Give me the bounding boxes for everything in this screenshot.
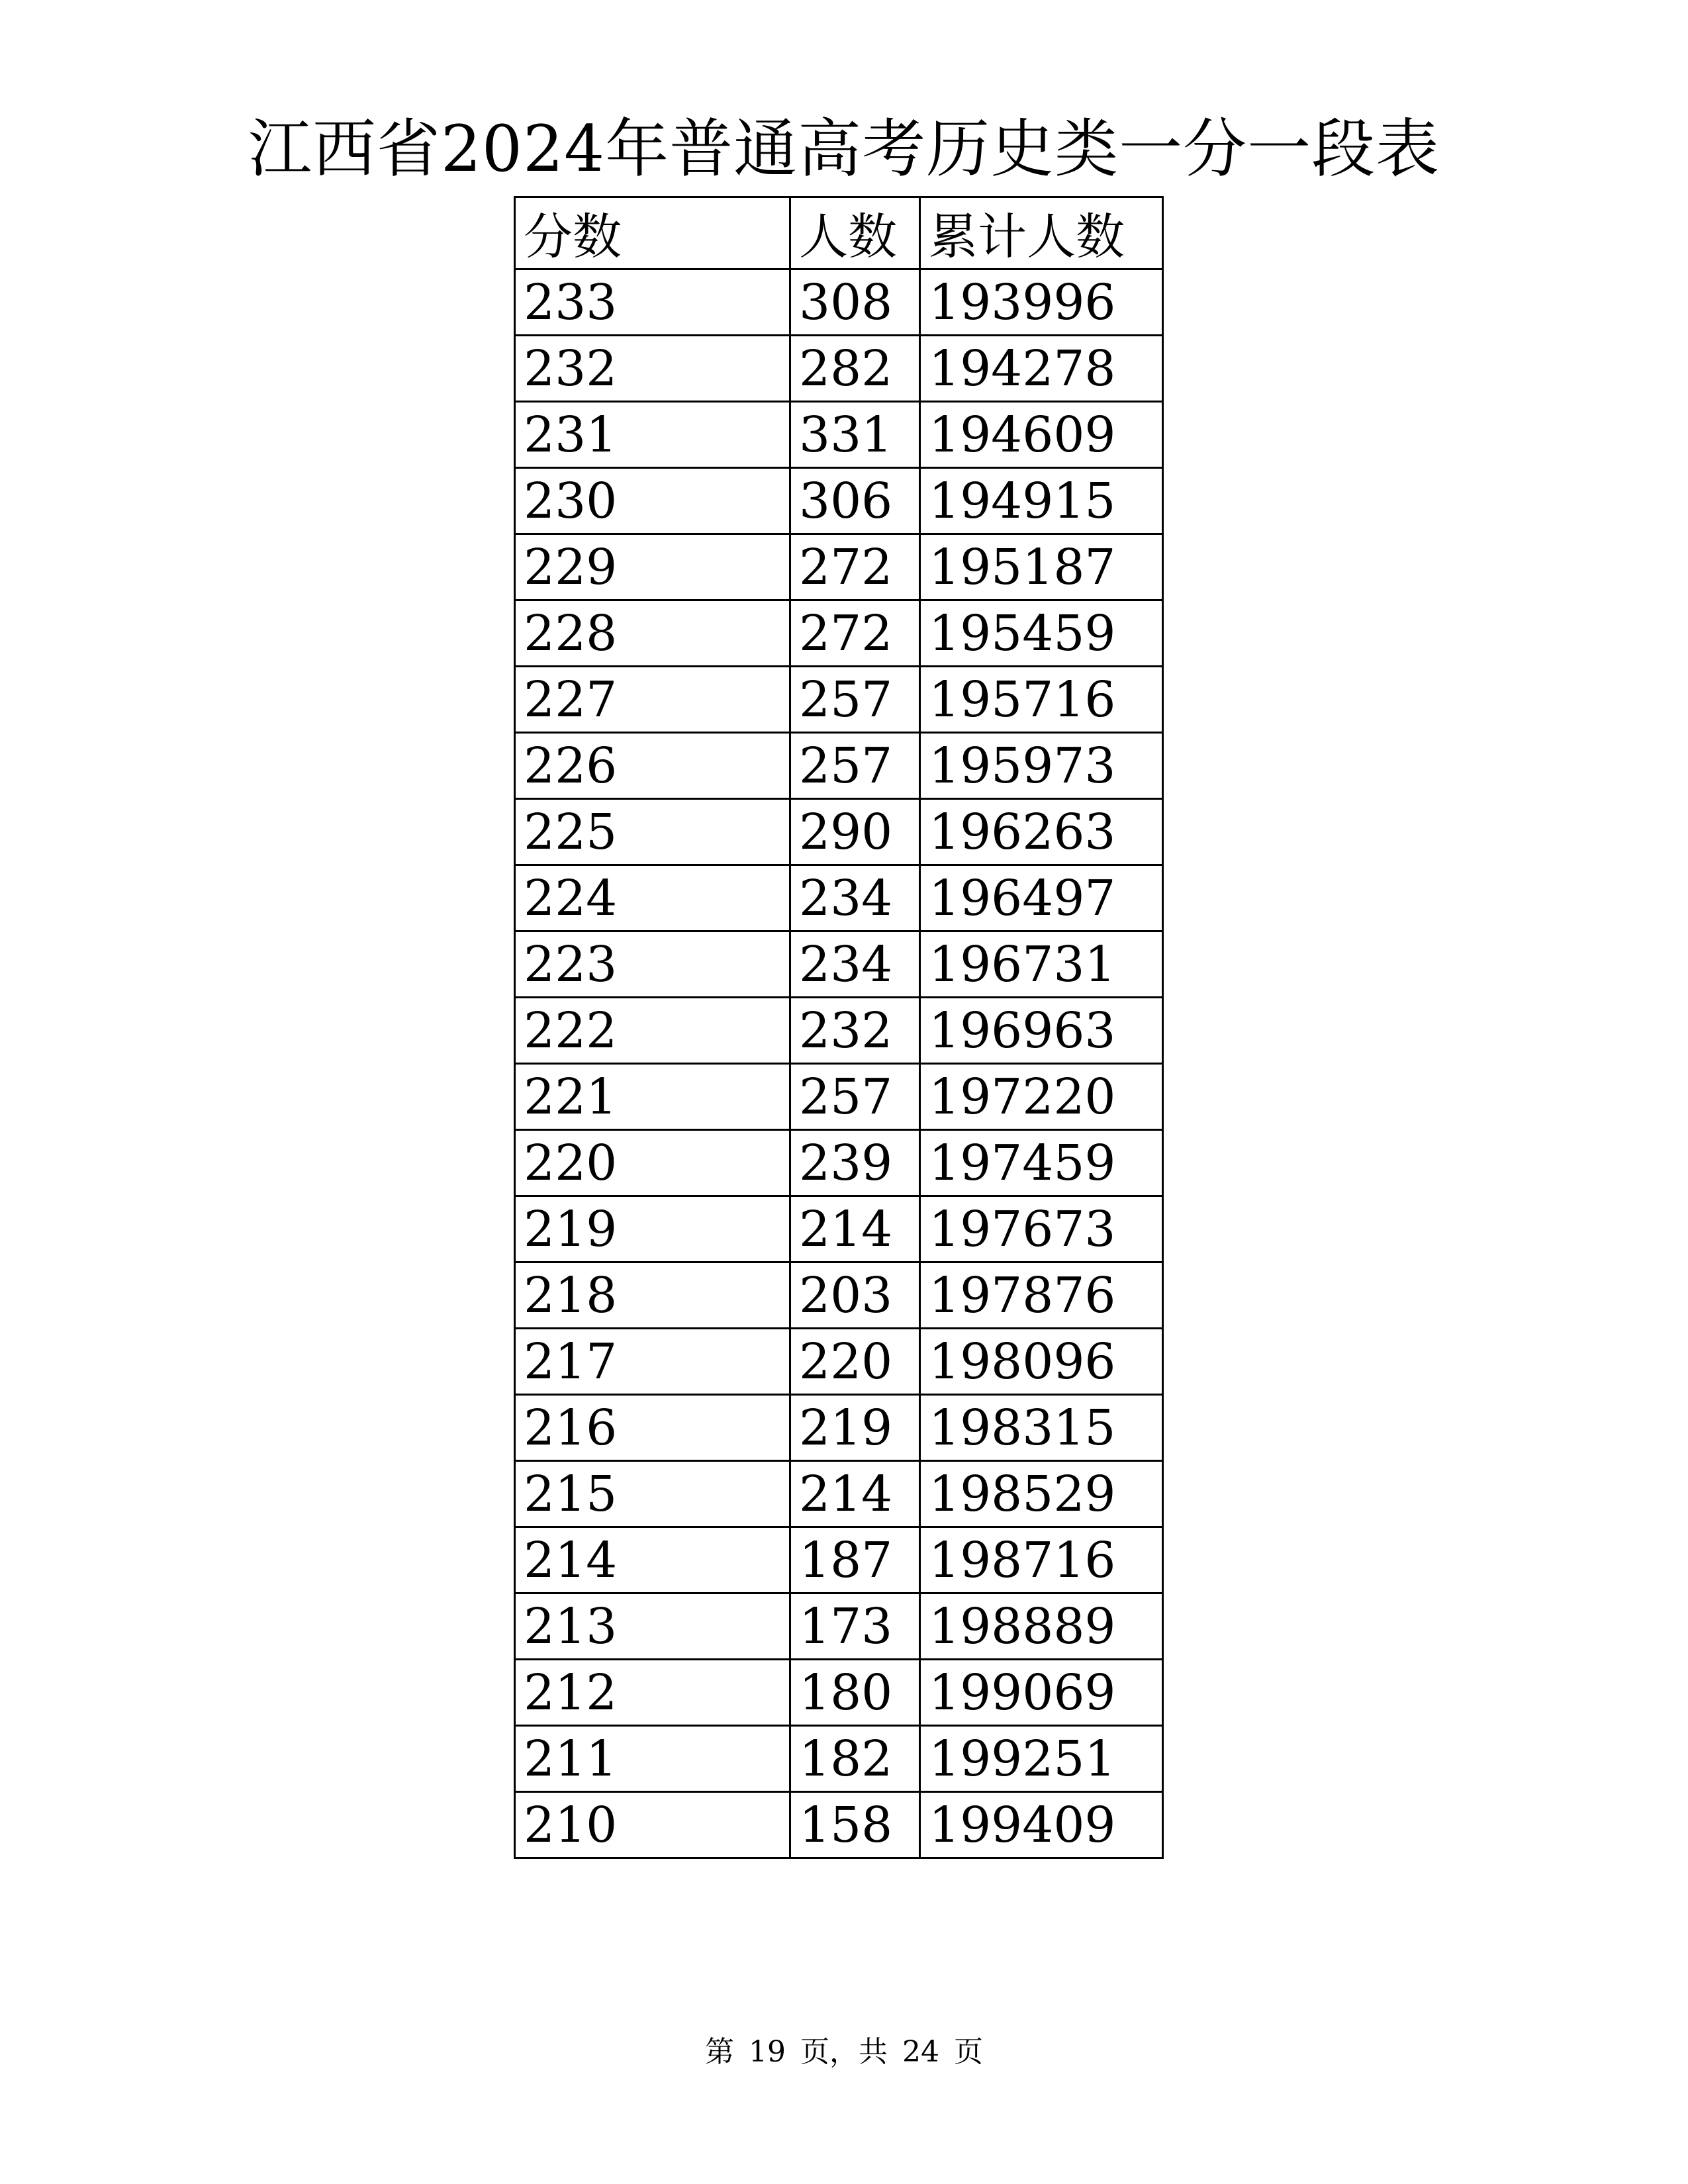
count-cell: 331 — [790, 402, 920, 468]
score-cell: 222 — [515, 998, 790, 1064]
count-cell: 308 — [790, 269, 920, 336]
score-cell: 226 — [515, 733, 790, 799]
count-cell: 203 — [790, 1262, 920, 1329]
score-cell: 218 — [515, 1262, 790, 1329]
page-title: 江西省2024年普通高考历史类一分一段表 — [248, 112, 1440, 186]
cumulative-cell: 198096 — [920, 1329, 1163, 1395]
table-row — [515, 1262, 1163, 1329]
count-cell: 182 — [790, 1726, 920, 1792]
count-cell: 282 — [790, 336, 920, 402]
table-row — [515, 1130, 1163, 1196]
table-row — [515, 998, 1163, 1064]
table-row — [515, 1395, 1163, 1461]
count-cell: 158 — [790, 1792, 920, 1858]
table-row — [515, 1064, 1163, 1130]
table-row — [515, 667, 1163, 733]
count-cell: 234 — [790, 865, 920, 931]
table-row — [515, 1726, 1163, 1792]
count-cell: 214 — [790, 1461, 920, 1527]
cumulative-cell: 197459 — [920, 1130, 1163, 1196]
score-cell: 221 — [515, 1064, 790, 1130]
cumulative-cell: 196497 — [920, 865, 1163, 931]
score-cell: 231 — [515, 402, 790, 468]
cumulative-cell: 198889 — [920, 1593, 1163, 1660]
table-row — [515, 336, 1163, 402]
score-cell: 214 — [515, 1527, 790, 1593]
cumulative-cell: 194278 — [920, 336, 1163, 402]
count-cell: 219 — [790, 1395, 920, 1461]
cumulative-cell: 198716 — [920, 1527, 1163, 1593]
table-row — [515, 1792, 1163, 1858]
count-cell: 187 — [790, 1527, 920, 1593]
count-cell: 234 — [790, 931, 920, 998]
column-header-count: 人数 — [790, 197, 920, 269]
column-header-score: 分数 — [515, 197, 790, 269]
table-row — [515, 1329, 1163, 1395]
page-footer: 第 19 页，共 24 页 — [705, 2035, 983, 2069]
cumulative-cell: 196263 — [920, 799, 1163, 865]
cumulative-cell: 199409 — [920, 1792, 1163, 1858]
cumulative-cell: 195187 — [920, 534, 1163, 600]
table-row — [515, 600, 1163, 667]
score-cell: 224 — [515, 865, 790, 931]
score-cell: 220 — [515, 1130, 790, 1196]
cumulative-cell: 193996 — [920, 269, 1163, 336]
count-cell: 290 — [790, 799, 920, 865]
table-row — [515, 402, 1163, 468]
table-row — [515, 534, 1163, 600]
cumulative-cell: 195716 — [920, 667, 1163, 733]
count-cell: 220 — [790, 1329, 920, 1395]
score-cell: 229 — [515, 534, 790, 600]
count-cell: 257 — [790, 733, 920, 799]
table-row — [515, 1593, 1163, 1660]
table-body — [515, 269, 1163, 1858]
score-cell: 228 — [515, 600, 790, 667]
table-row — [515, 865, 1163, 931]
cumulative-cell: 197673 — [920, 1196, 1163, 1262]
table-row — [515, 468, 1163, 534]
count-cell: 257 — [790, 667, 920, 733]
count-cell: 272 — [790, 600, 920, 667]
score-cell: 225 — [515, 799, 790, 865]
table-row — [515, 269, 1163, 336]
table-row — [515, 1527, 1163, 1593]
cumulative-cell: 198529 — [920, 1461, 1163, 1527]
cumulative-cell: 197220 — [920, 1064, 1163, 1130]
table-row — [515, 1196, 1163, 1262]
score-cell: 211 — [515, 1726, 790, 1792]
table-row — [515, 799, 1163, 865]
score-cell: 213 — [515, 1593, 790, 1660]
table-row — [515, 733, 1163, 799]
count-cell: 306 — [790, 468, 920, 534]
score-cell: 230 — [515, 468, 790, 534]
count-cell: 257 — [790, 1064, 920, 1130]
count-cell: 239 — [790, 1130, 920, 1196]
count-cell: 180 — [790, 1660, 920, 1726]
column-header-cumulative: 累计人数 — [920, 197, 1163, 269]
score-cell: 212 — [515, 1660, 790, 1726]
score-cell: 210 — [515, 1792, 790, 1858]
count-cell: 214 — [790, 1196, 920, 1262]
cumulative-cell: 194915 — [920, 468, 1163, 534]
table-row — [515, 1461, 1163, 1527]
count-cell: 173 — [790, 1593, 920, 1660]
table-header-row — [515, 197, 1163, 269]
cumulative-cell: 197876 — [920, 1262, 1163, 1329]
cumulative-cell: 195459 — [920, 600, 1163, 667]
table-row — [515, 931, 1163, 998]
score-cell: 223 — [515, 931, 790, 998]
score-distribution-table — [514, 196, 1164, 1859]
score-cell: 227 — [515, 667, 790, 733]
cumulative-cell: 196963 — [920, 998, 1163, 1064]
cumulative-cell: 198315 — [920, 1395, 1163, 1461]
score-cell: 215 — [515, 1461, 790, 1527]
cumulative-cell: 195973 — [920, 733, 1163, 799]
cumulative-cell: 194609 — [920, 402, 1163, 468]
score-cell: 232 — [515, 336, 790, 402]
score-cell: 216 — [515, 1395, 790, 1461]
cumulative-cell: 199251 — [920, 1726, 1163, 1792]
table-row — [515, 1660, 1163, 1726]
score-cell: 233 — [515, 269, 790, 336]
score-cell: 219 — [515, 1196, 790, 1262]
count-cell: 232 — [790, 998, 920, 1064]
count-cell: 272 — [790, 534, 920, 600]
score-cell: 217 — [515, 1329, 790, 1395]
cumulative-cell: 196731 — [920, 931, 1163, 998]
cumulative-cell: 199069 — [920, 1660, 1163, 1726]
